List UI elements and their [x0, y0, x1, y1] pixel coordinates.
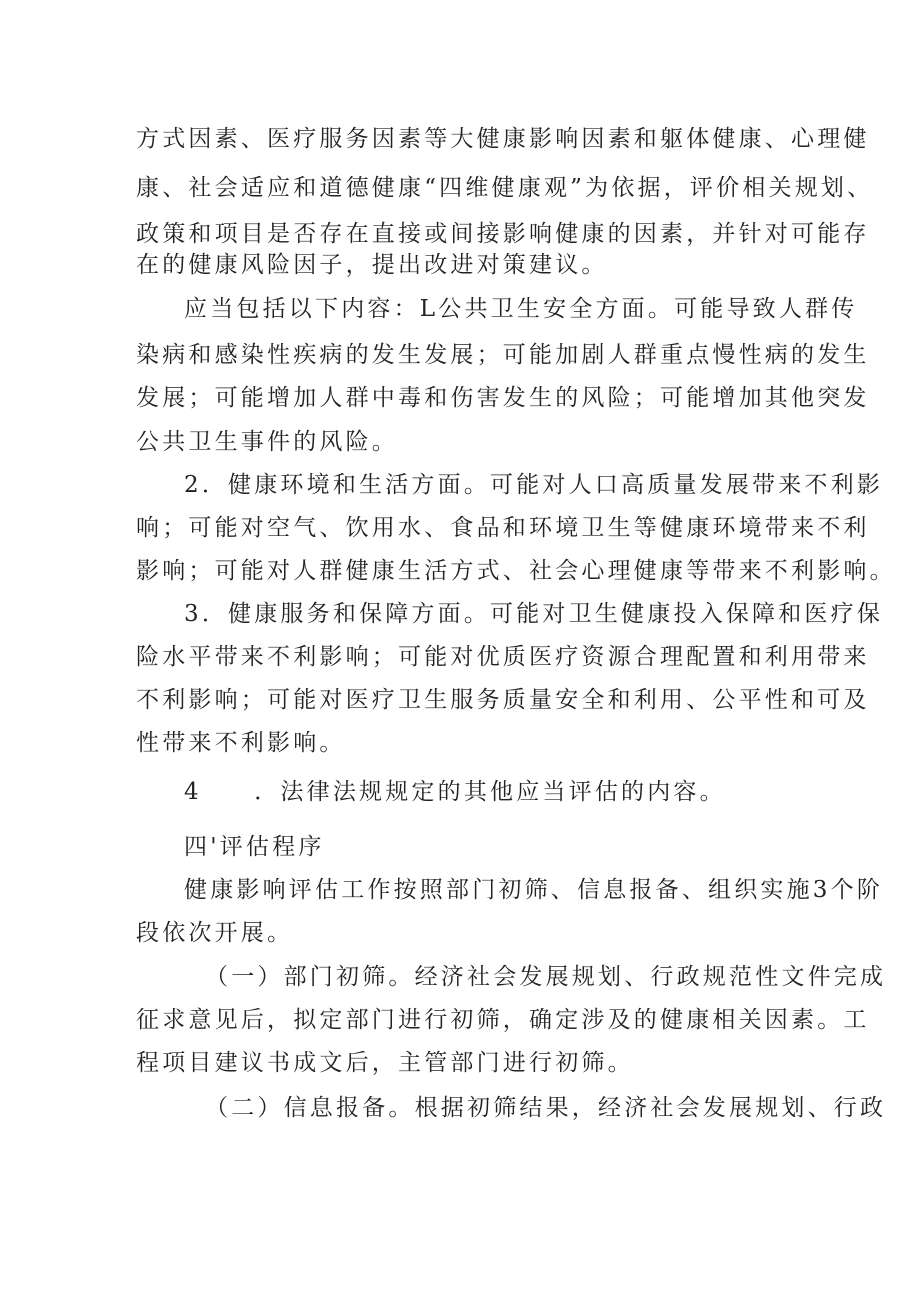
text-line: 2．健康环境和生活方面。可能对人口高质量发展带来不利影: [184, 472, 884, 498]
text-line: 公共卫生事件的风险。: [136, 429, 398, 455]
text-line: 征求意见后，拟定部门进行初筛，确定涉及的健康相关因素。工: [136, 1007, 870, 1033]
text-line: （二）信息报备。根据初筛结果，经济社会发展规划、行政: [205, 1095, 887, 1121]
text-line: 政策和项目是否存在直接或间接影响健康的因素，并针对可能存: [136, 221, 870, 247]
text-line: 响；可能对空气、饮用水、食品和环境卫生等健康环境带来不利: [136, 515, 870, 541]
text-line: 方式因素、医疗服务因素等大健康影响因素和躯体健康、心理健: [136, 126, 870, 152]
text-line: 4 ．法律法规规定的其他应当评估的内容。: [184, 779, 726, 805]
text-line: 在的健康风险因子，提出改进对策建议。: [136, 252, 608, 278]
text-line: 健康影响评估工作按照部门初筛、信息报备、组织实施3个阶: [184, 877, 884, 903]
text-line: 不利影响；可能对医疗卫生服务质量安全和利用、公平性和可及: [136, 687, 870, 713]
section-heading: 四'评估程序: [184, 834, 325, 860]
text-line: 发展；可能增加人群中毒和伤害发生的风险；可能增加其他突发: [136, 385, 870, 411]
text-line: 险水平带来不利影响；可能对优质医疗资源合理配置和利用带来: [136, 644, 870, 670]
text-line: 康、社会适应和道德健康“四维健康观”为依据，评价相关规划、: [136, 175, 874, 201]
text-line: 段依次开展。: [136, 920, 294, 946]
text-line: （一）部门初筛。经济社会发展规划、行政规范性文件完成: [205, 964, 887, 990]
text-line: 应当包括以下内容：L公共卫生安全方面。可能导致人群传: [184, 296, 858, 322]
text-line: 性带来不利影响。: [136, 730, 346, 756]
text-line: 染病和感染性疾病的发生发展；可能加剧人群重点慢性病的发生: [136, 342, 870, 368]
text-line: 3．健康服务和保障方面。可能对卫生健康投入保障和医疗保: [184, 601, 884, 627]
text-line: 程项目建议书成文后，主管部门进行初筛。: [136, 1050, 634, 1076]
text-line: 影响；可能对人群健康生活方式、社会心理健康等带来不利影响。: [136, 558, 896, 584]
